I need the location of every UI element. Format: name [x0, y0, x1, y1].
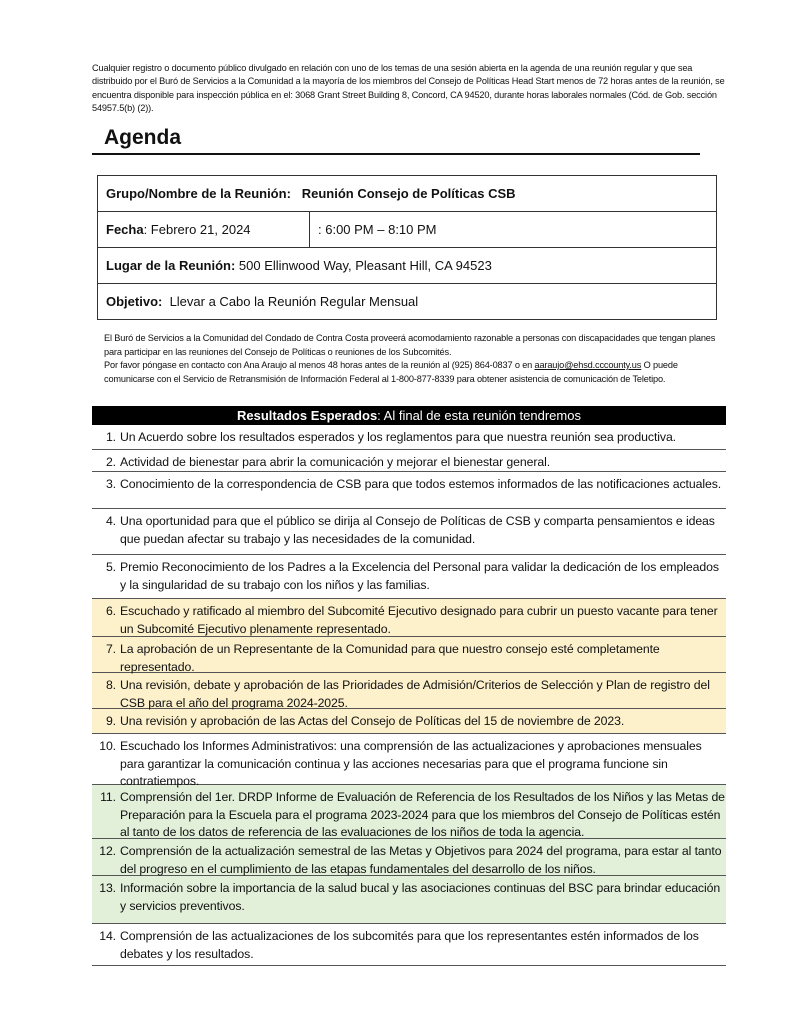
meeting-name-label: Grupo/Nombre de la Reunión: — [106, 186, 291, 201]
accessibility-notice — [104, 332, 729, 386]
agenda-item-number: 6. — [105, 604, 116, 618]
results-list — [92, 425, 726, 966]
agenda-item-text: Escuchado y ratificado al miembro del Subcomité Ejecutivo designado para cubrir un puesto vacante para tener un Subcomité Ejecutivo plenamente representado. — [120, 604, 718, 636]
contact-text-end: O puede comunicarse con el Servicio de Retransmisión de Información Federal al 1-800-877-8339 para obtener asistencia de comunicación de Teletipo. — [104, 360, 678, 384]
agenda-item-text: Conocimiento de la correspondencia de CSB para que todos estemos informados de las notificaciones actuales. — [120, 477, 722, 491]
agenda-item-text: Comprensión de la actualización semestral de las Metas y Objetivos para 2024 del programa, para estar al tanto del progreso en el cumplimiento de las etapas fundamentales del desarrollo de los niños. — [120, 844, 722, 876]
place-cell — [98, 248, 717, 284]
contact-text — [104, 359, 729, 386]
date-cell — [98, 212, 310, 248]
agenda-item — [92, 734, 726, 788]
agenda-item-text: Un Acuerdo sobre los resultados esperados y los reglamentos para que nuestra reunión sea productiva. — [120, 430, 676, 444]
agenda-item-text: Escuchado los Informes Administrativos: una comprensión de las actualizaciones y aprobaciones mensuales para garantizar la comunicación continua y las acciones necesarias para que el programa funcione sin contratiempos. — [120, 739, 702, 788]
date-value: : Febrero 21, 2024 — [143, 222, 251, 237]
accessibility-text: El Buró de Servicios a la Comunidad del Condado de Contra Costa proveerá acomodamiento razonable a personas con discapacidades que tengan planes para participar en las reuniones del Consejo de Políticas o reuniones de los Subcomités. — [104, 333, 716, 357]
page-title: Agenda — [104, 126, 182, 149]
agenda-item-text: Premio Reconocimiento de los Padres a la Excelencia del Personal para validar la dedicación de los empleados y la singularidad de su trabajo con los niños y las familias. — [120, 560, 719, 592]
agenda-item-number: 9. — [105, 714, 116, 728]
title-divider — [92, 153, 700, 155]
meeting-name-value: Reunión Consejo de Políticas CSB — [301, 186, 516, 201]
agenda-item-text: Comprensión del 1er. DRDP Informe de Evaluación de Referencia de los Resultados de los Niños y las Metas de Preparación para la Escuela para el programa 2023-2024 para que los miembros del Consejo de Políticas estén al tanto de los datos de referencia de las evaluaciones de los niños de toda la agencia. — [120, 790, 725, 839]
agenda-item — [92, 555, 726, 599]
agenda-item-number: 4. — [105, 514, 116, 528]
agenda-item — [92, 785, 726, 839]
agenda-item-text: La aprobación de un Representante de la Comunidad para que nuestro consejo esté completamente representado. — [120, 642, 660, 674]
objective-label: Objetivo: — [106, 294, 163, 309]
contact-email-link[interactable]: aaraujo@ehsd.cccounty.us — [534, 360, 642, 370]
agenda-item — [92, 599, 726, 637]
agenda-item-text: Comprensión de las actualizaciones de los subcomités para que los representantes estén informados de los debates y los resultados. — [120, 929, 699, 961]
agenda-item — [92, 673, 726, 709]
agenda-item — [92, 709, 726, 734]
agenda-item-text: Una revisión y aprobación de las Actas del Consejo de Políticas del 15 de noviembre de 2023. — [120, 714, 625, 728]
agenda-item-number: 8. — [105, 678, 116, 692]
place-label: Lugar de la Reunión: — [106, 258, 236, 273]
agenda-item-text: Información sobre la importancia de la salud bucal y las asociaciones continuas del BSC para brindar educación y servicios preventivos. — [120, 881, 721, 913]
agenda-item — [92, 924, 726, 966]
agenda-item — [92, 637, 726, 673]
agenda-item-number: 5. — [105, 560, 116, 574]
header-bold: Resultados Esperados — [237, 408, 378, 423]
agenda-item-number: 12. — [99, 844, 116, 858]
public-records-notice: Cualquier registro o documento público divulgado en relación con uno de los temas de una sesión abierta en la agenda de una reunión regular y que sea distribuido por el Buró de Servicios a la Comunidad a la mayoría de los miembros del Consejo de Políticas Head Start menos de 72 horas antes de la reunión, se encuentra disponible para inspección pública en el: 3068 Grant Street Building 8, Concord, CA 94520, durante horas laborales normales (Cód. de Gob. sección 54957.5(b) (2)). — [92, 63, 725, 113]
objective-value: Llevar a Cabo la Reunión Regular Mensual — [162, 294, 419, 309]
agenda-item — [92, 450, 726, 472]
meeting-name-cell — [98, 176, 717, 212]
agenda-item — [92, 839, 726, 876]
agenda-item — [92, 509, 726, 555]
expected-results-header — [92, 406, 726, 425]
header-rest: : Al final de esta reunión tendremos — [377, 408, 581, 423]
agenda-item-text: Actividad de bienestar para abrir la comunicación y mejorar el bienestar general. — [120, 455, 551, 469]
agenda-item — [92, 876, 726, 924]
agenda-item — [92, 472, 726, 509]
place-value: 500 Ellinwood Way, Pleasant Hill, CA 94523 — [235, 258, 492, 273]
agenda-item-text: Una oportunidad para que el público se dirija al Consejo de Políticas de CSB y comparta pensamientos e ideas que puedan afectar su trabajo y las necesidades de la comunidad. — [120, 514, 715, 546]
agenda-item-number: 7. — [105, 642, 116, 656]
objective-cell — [98, 284, 717, 320]
contact-text-start: Por favor póngase en contacto con Ana Araujo al menos 48 horas antes de la reunión al (925) 864-0837 o en — [104, 360, 535, 370]
time-cell — [310, 212, 717, 248]
agenda-item — [92, 425, 726, 450]
agenda-item-number: 2. — [105, 455, 116, 469]
agenda-item-number: 10. — [99, 739, 116, 753]
expected-results-section — [92, 406, 726, 966]
agenda-item-number: 3. — [105, 477, 116, 491]
agenda-item-number: 14. — [99, 929, 116, 943]
date-label: Fecha — [106, 222, 144, 237]
meeting-info-table — [97, 175, 717, 320]
agenda-item-text: Una revisión, debate y aprobación de las Prioridades de Admisión/Criterios de Selección y Plan de registro del CSB para el año del programa 2024-2025. — [120, 678, 710, 710]
agenda-item-number: 1. — [105, 430, 116, 444]
agenda-item-number: 11. — [100, 790, 116, 804]
time-value: : 6:00 PM – 8:10 PM — [318, 222, 437, 237]
agenda-item-number: 13. — [99, 881, 116, 895]
